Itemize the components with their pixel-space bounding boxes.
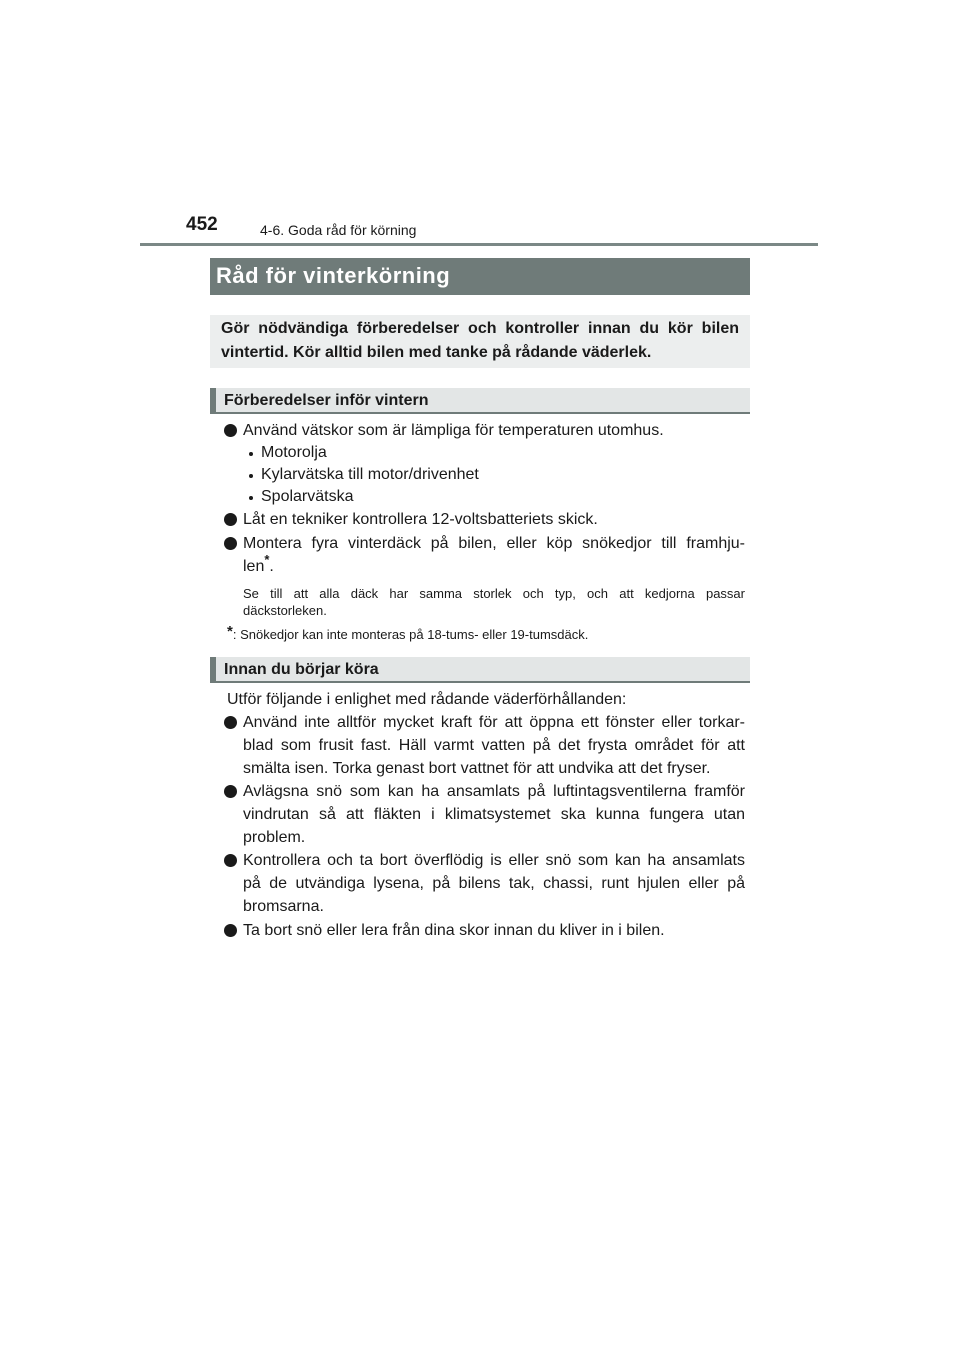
list-item-line: Använd inte alltför mycket kraft för att öppna ett fönster eller torkar- [243,714,745,731]
bullet-icon [224,854,237,867]
dot-icon [249,452,253,456]
chapter-label: 4-6. Goda råd för körning [260,222,417,238]
list-item-line: bromsarna. [243,898,324,915]
bullet-icon [224,785,237,798]
footnote-marker: * [264,552,270,567]
list-item-line: vindrutan så att fläkten i klimatsystemet ska kunna fungera utan [243,806,745,823]
bullet-icon [224,513,237,526]
list-item-line: Kontrollera och ta bort överflödig is eller snö som kan ha ansamlats [243,852,745,869]
list-item-line: på de utvändiga lysena, på bilens tak, chassi, runt hjulen eller på [243,875,745,892]
list-item-line: Montera fyra vinterdäck på bilen, eller köp snökedjor till framhju- [243,535,745,552]
list-item-text: len [243,558,265,575]
dot-icon [249,474,253,478]
page-number: 452 [186,214,218,235]
footnote-text: : Snökedjor kan inte monteras på 18-tums- eller 19-tumsdäck. [232,627,589,642]
sub-list-item: Motorolja [261,444,327,461]
list-item: Använd vätskor som är lämpliga för temperaturen utomhus. [243,422,664,439]
list-item-line: smälta isen. Torka genast bort vattnet för att undvika att det fryser. [243,760,711,777]
section-heading-label: Förberedelser inför vintern [224,392,429,409]
intro-line-2: vintertid. Kör alltid bilen med tanke på rådande väderlek. [221,344,652,361]
list-item-line: blad som frusit fast. Häll varmt vatten på det frysta området för att [243,737,745,754]
list-item-line [243,552,274,577]
sub-list-item: Kylarvätska till motor/drivenhet [261,466,479,483]
section-heading-label: Innan du börjar köra [224,661,379,678]
list-item: Låt en tekniker kontrollera 12-voltsbatteriets skick. [243,511,598,528]
bullet-icon [224,424,237,437]
footnote-marker: * [227,623,233,640]
bullet-icon [224,537,237,550]
list-item-line: Avlägsna snö som kan ha ansamlats på luftintagsventilerna framför [243,783,745,800]
note-line: däckstorleken. [243,603,327,618]
bullet-icon [224,716,237,729]
dot-icon [249,496,253,500]
list-item-end: . [269,558,274,575]
note-line: Se till att alla däck har samma storlek och typ, och att kedjorna passar [243,586,745,601]
bullet-icon [224,924,237,937]
intro-box [210,315,750,368]
section-title-bar [210,258,750,295]
sub-list-item: Spolarvätska [261,488,354,505]
page-title: Råd för vinterkörning [216,263,451,288]
section-heading-before-driving [210,657,750,683]
intro-line-1: Gör nödvändiga förberedelser och kontroller innan du kör bilen [221,320,739,337]
list-item: Ta bort snö eller lera från dina skor innan du kliver in i bilen. [243,922,665,939]
footnote [227,623,589,643]
lead-text: Utför följande i enlighet med rådande väderförhållanden: [227,691,627,708]
section-heading-preparations [210,388,750,414]
list-item-line: problem. [243,829,306,846]
header-divider [140,243,818,246]
